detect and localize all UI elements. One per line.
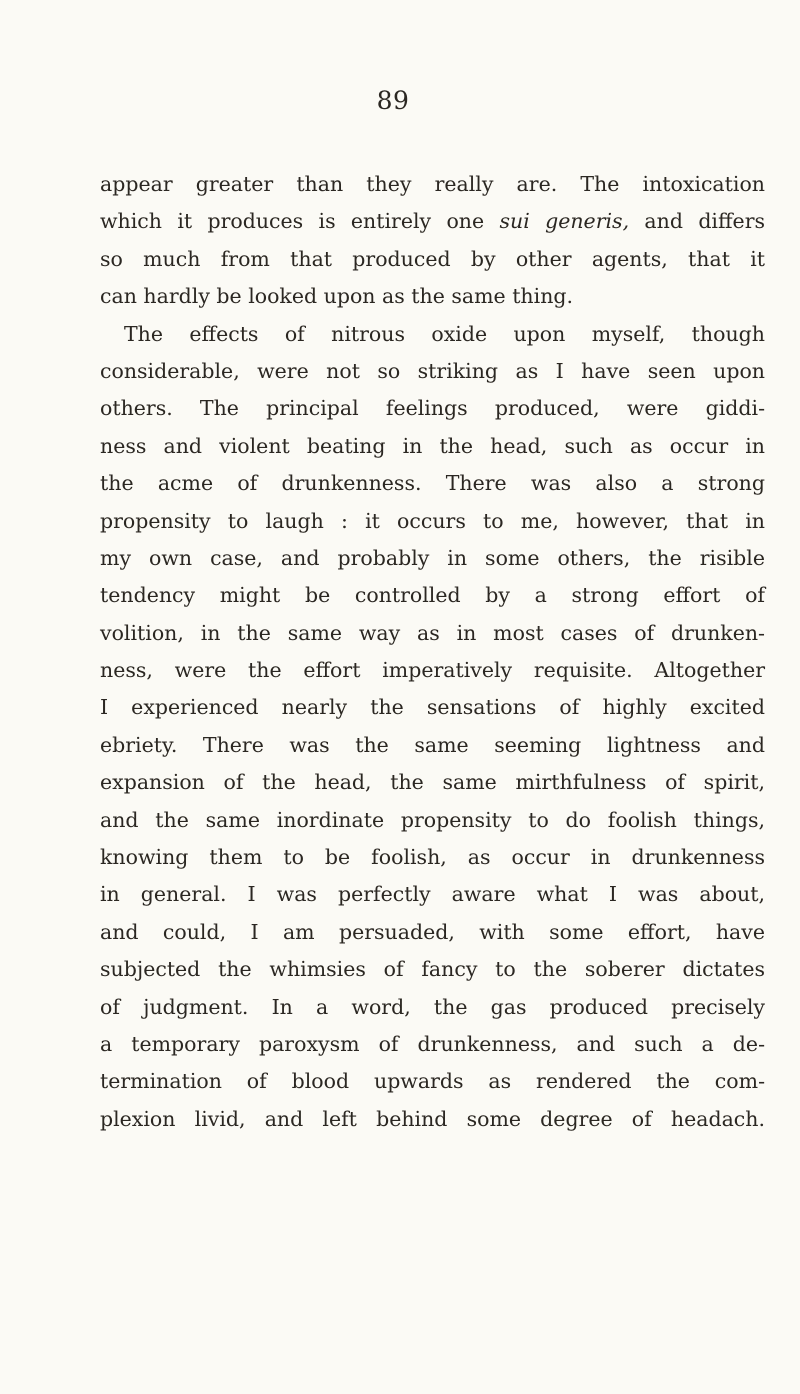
text-line: the acme of drunkenness. There was also a strong bbox=[100, 471, 765, 496]
text-line: and could, I am persuaded, with some effort, have bbox=[100, 919, 765, 944]
text-line: ness, were the effort imperatively requisite. Altogether bbox=[100, 658, 765, 683]
text-line: in general. I was perfectly aware what I was about, bbox=[100, 882, 765, 907]
text-line: subjected the whimsies of fancy to the soberer dictates bbox=[100, 957, 765, 982]
text-line: a temporary paroxysm of drunkenness, and such a de- bbox=[100, 1031, 765, 1056]
text-line: expansion of the head, the same mirthfulness of spirit, bbox=[100, 770, 765, 795]
text-segment: which it produces is entirely one bbox=[100, 209, 500, 234]
text-line: The effects of nitrous oxide upon myself, though bbox=[124, 321, 765, 346]
text-line: considerable, were not so striking as I have seen upon bbox=[100, 358, 765, 383]
page-number: 89 bbox=[376, 86, 410, 115]
text-line: tendency might be controlled by a strong effort of bbox=[100, 583, 765, 608]
text-line: plexion livid, and left behind some degree of headach. bbox=[100, 1106, 765, 1131]
text-line: others. The principal feelings produced, were giddi- bbox=[100, 396, 765, 421]
text-line: appear greater than they really are. The intoxication bbox=[100, 172, 765, 196]
text-line: my own case, and probably in some others, the risible bbox=[100, 545, 765, 570]
text-line: I experienced nearly the sensations of highly excited bbox=[100, 695, 765, 720]
text-line: volition, in the same way as in most cases of drunken- bbox=[100, 620, 765, 645]
text-line: so much from that produced by other agents, that it bbox=[100, 246, 765, 271]
text-line: ebriety. There was the same seeming lightness and bbox=[100, 732, 765, 757]
body-text bbox=[100, 166, 765, 1138]
text-line: and the same inordinate propensity to do foolish things, bbox=[100, 807, 765, 832]
text-line: propensity to laugh : it occurs to me, however, that in bbox=[100, 508, 765, 533]
italic-phrase: sui generis, bbox=[499, 209, 630, 234]
text-line bbox=[100, 203, 765, 240]
text-line: termination of blood upwards as rendered the com- bbox=[100, 1069, 765, 1094]
text-line: knowing them to be foolish, as occur in drunkenness bbox=[100, 845, 765, 870]
text-segment: and differs bbox=[629, 209, 766, 234]
text-line: can hardly be looked upon as the same thing. bbox=[100, 284, 574, 309]
text-line: of judgment. In a word, the gas produced precisely bbox=[100, 994, 765, 1019]
text-line: ness and violent beating in the head, such as occur in bbox=[100, 433, 765, 458]
